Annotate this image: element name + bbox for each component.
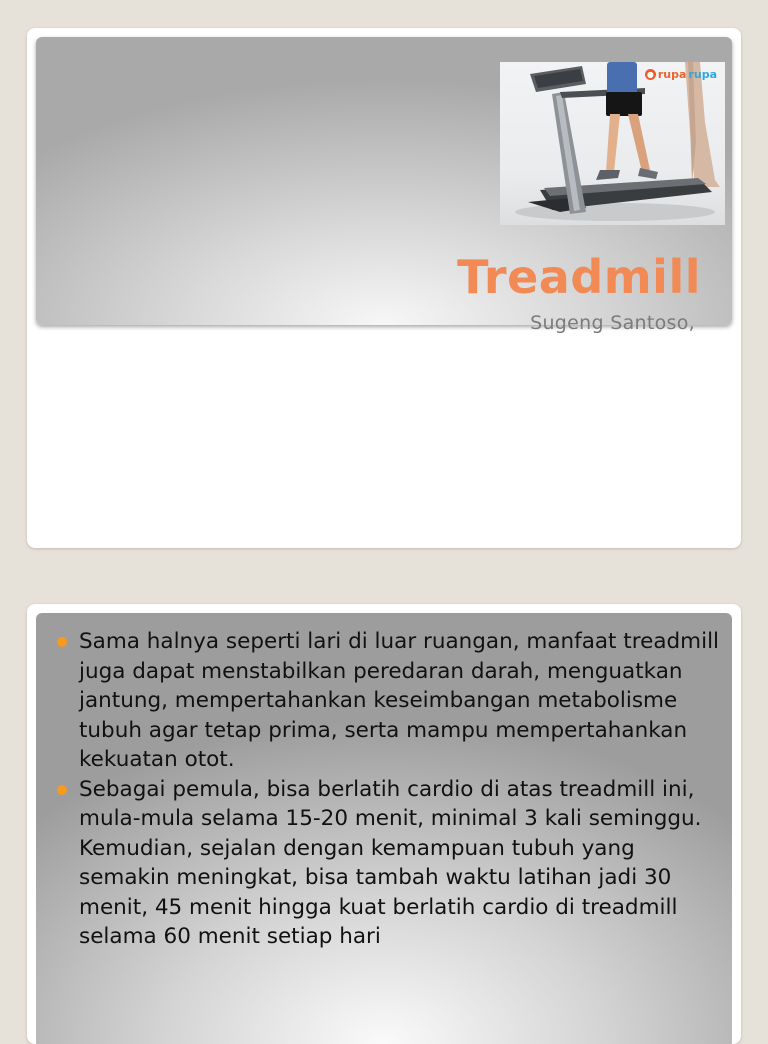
bullet-item: [52, 627, 724, 775]
treadmill-photo: [500, 62, 725, 225]
bullet-list: [52, 627, 724, 952]
logo-icon: ●: [645, 69, 656, 80]
title-slide: [27, 28, 741, 548]
rupa-rupa-logo: [645, 68, 717, 81]
bullet-dot-icon: [57, 637, 67, 647]
bullet-dot-icon: [57, 785, 67, 795]
runner-shorts: [606, 92, 642, 116]
bullet-text: Sebagai pemula, bisa berlatih cardio di atas treadmill ini, mula-mula selama 15-20 menit, minimal 3 kali seminggu. Kemudian, sejalan dengan kemampuan tubuh yang semakin meningkat, bisa tambah waktu latihan jadi 30 menit, 45 menit hingga kuat berlatih cardio di treadmill selama 60 menit setiap hari: [79, 776, 702, 949]
bullet-text: Sama halnya seperti lari di luar ruangan, manfaat treadmill juga dapat menstabilkan peredaran darah, menguatkan jantung, mempertahankan keseimbangan metabolisme tubuh agar tetap prima, serta mampu mempertahankan kekuatan otot.: [79, 629, 720, 772]
logo-text-prefix: rupa: [657, 68, 687, 81]
runner-leg-left: [606, 114, 620, 172]
bullet-item: [52, 775, 724, 952]
slide-subtitle: Sugeng Santoso,: [530, 312, 695, 334]
content-panel: [36, 613, 732, 1044]
runner-leg-right: [628, 114, 650, 172]
logo-text-suffix: rupa: [688, 68, 717, 81]
content-slide: [27, 604, 741, 1044]
runner-shoe-left: [596, 170, 620, 180]
runner-shirt: [607, 62, 637, 94]
slide-title: Treadmill: [457, 250, 701, 304]
